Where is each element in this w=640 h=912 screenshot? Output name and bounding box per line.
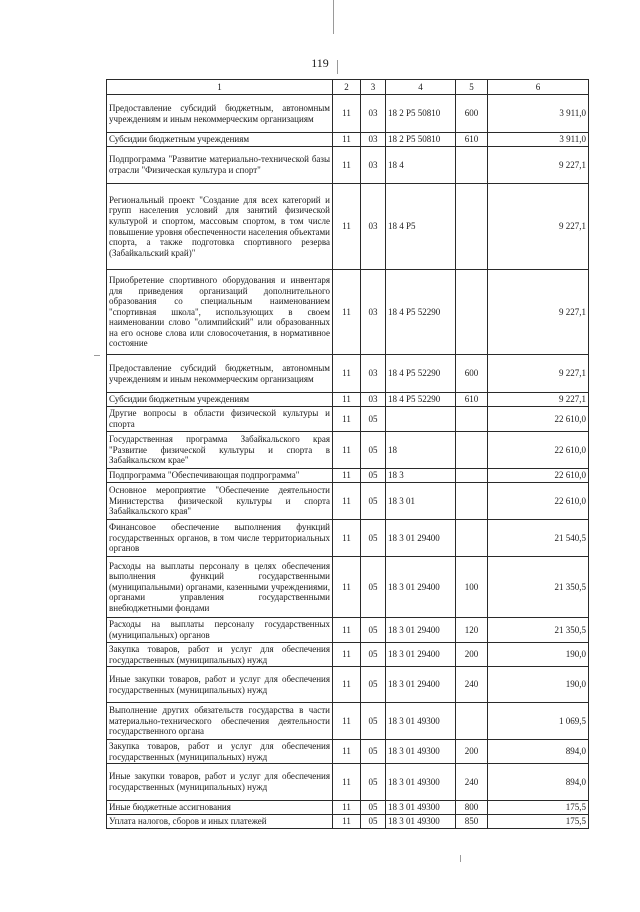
row-amount: 190,0 bbox=[488, 643, 589, 667]
row-subsection: 05 bbox=[361, 520, 386, 557]
row-amount: 175,5 bbox=[488, 815, 589, 829]
table-row bbox=[107, 270, 589, 355]
col-header-section: 2 bbox=[333, 80, 361, 95]
row-section: 11 bbox=[333, 740, 361, 764]
table-row bbox=[107, 483, 589, 520]
row-subsection: 05 bbox=[361, 643, 386, 667]
row-expense-type: 240 bbox=[456, 667, 488, 703]
row-subsection: 03 bbox=[361, 133, 386, 147]
table-body bbox=[107, 95, 589, 829]
row-subsection: 03 bbox=[361, 147, 386, 184]
row-expense-type: 120 bbox=[456, 618, 488, 643]
row-expense-type: 200 bbox=[456, 740, 488, 764]
row-name: Предоставление субсидий бюджетным, автономным учреждениям и иным некоммерческим организациям bbox=[107, 95, 333, 133]
row-target-code: 18 3 01 29400 bbox=[386, 520, 456, 557]
row-expense-type: 850 bbox=[456, 815, 488, 829]
row-expense-type: 610 bbox=[456, 393, 488, 407]
row-name: Другие вопросы в области физической культуры и спорта bbox=[107, 407, 333, 432]
row-name: Уплата налогов, сборов и иных платежей bbox=[107, 815, 333, 829]
row-subsection: 05 bbox=[361, 557, 386, 618]
row-target-code bbox=[386, 407, 456, 432]
row-target-code: 18 3 01 49300 bbox=[386, 801, 456, 815]
row-subsection: 05 bbox=[361, 703, 386, 740]
row-expense-type: 240 bbox=[456, 764, 488, 801]
row-amount: 9 227,1 bbox=[488, 393, 589, 407]
row-target-code: 18 3 01 49300 bbox=[386, 703, 456, 740]
row-amount: 190,0 bbox=[488, 667, 589, 703]
row-expense-type bbox=[456, 483, 488, 520]
row-amount: 22 610,0 bbox=[488, 483, 589, 520]
table-row bbox=[107, 432, 589, 469]
row-section: 11 bbox=[333, 95, 361, 133]
row-section: 11 bbox=[333, 643, 361, 667]
row-subsection: 03 bbox=[361, 184, 386, 270]
table-row bbox=[107, 557, 589, 618]
row-section: 11 bbox=[333, 764, 361, 801]
row-subsection: 05 bbox=[361, 740, 386, 764]
row-subsection: 03 bbox=[361, 270, 386, 355]
row-expense-type: 600 bbox=[456, 95, 488, 133]
row-target-code: 18 2 Р5 50810 bbox=[386, 133, 456, 147]
row-amount: 9 227,1 bbox=[488, 184, 589, 270]
row-subsection: 05 bbox=[361, 432, 386, 469]
row-section: 11 bbox=[333, 557, 361, 618]
row-subsection: 05 bbox=[361, 801, 386, 815]
row-section: 11 bbox=[333, 520, 361, 557]
row-amount: 21 540,5 bbox=[488, 520, 589, 557]
row-subsection: 05 bbox=[361, 483, 386, 520]
row-section: 11 bbox=[333, 184, 361, 270]
row-amount: 175,5 bbox=[488, 801, 589, 815]
table-row bbox=[107, 469, 589, 483]
row-section: 11 bbox=[333, 667, 361, 703]
row-expense-type bbox=[456, 184, 488, 270]
scan-mark bbox=[333, 0, 334, 34]
row-section: 11 bbox=[333, 355, 361, 393]
table-header-row bbox=[107, 80, 589, 95]
col-header-amount: 6 bbox=[488, 80, 589, 95]
row-expense-type bbox=[456, 407, 488, 432]
row-section: 11 bbox=[333, 469, 361, 483]
col-header-subsection: 3 bbox=[361, 80, 386, 95]
row-amount: 1 069,5 bbox=[488, 703, 589, 740]
table-row bbox=[107, 355, 589, 393]
row-amount: 3 911,0 bbox=[488, 133, 589, 147]
row-amount: 3 911,0 bbox=[488, 95, 589, 133]
row-section: 11 bbox=[333, 393, 361, 407]
row-section: 11 bbox=[333, 483, 361, 520]
table-row bbox=[107, 764, 589, 801]
row-section: 11 bbox=[333, 703, 361, 740]
table-row bbox=[107, 801, 589, 815]
row-target-code: 18 bbox=[386, 432, 456, 469]
row-subsection: 03 bbox=[361, 95, 386, 133]
table-row bbox=[107, 815, 589, 829]
row-expense-type: 100 bbox=[456, 557, 488, 618]
table-row bbox=[107, 184, 589, 270]
table-row bbox=[107, 407, 589, 432]
row-name: Государственная программа Забайкальского края "Развитие физической культуры и спорта в Забайкальском крае" bbox=[107, 432, 333, 469]
table-row bbox=[107, 393, 589, 407]
scan-mark bbox=[94, 355, 100, 356]
table-row bbox=[107, 95, 589, 133]
row-name: Подпрограмма "Развитие материально-технической базы отрасли "Физическая культура и спорт" bbox=[107, 147, 333, 184]
table-row bbox=[107, 147, 589, 184]
row-target-code: 18 2 Р5 50810 bbox=[386, 95, 456, 133]
budget-table bbox=[106, 79, 589, 829]
row-name: Выполнение других обязательств государства в части материально-технического обеспечения деятельности государственного органа bbox=[107, 703, 333, 740]
row-name: Иные бюджетные ассигнования bbox=[107, 801, 333, 815]
row-target-code: 18 4 Р5 52290 bbox=[386, 270, 456, 355]
row-section: 11 bbox=[333, 133, 361, 147]
row-section: 11 bbox=[333, 147, 361, 184]
row-section: 11 bbox=[333, 618, 361, 643]
row-amount: 894,0 bbox=[488, 764, 589, 801]
row-target-code: 18 4 Р5 52290 bbox=[386, 393, 456, 407]
row-name: Основное мероприятие "Обеспечение деятельности Министерства физической культуры и спорта Забайкальского края" bbox=[107, 483, 333, 520]
row-target-code: 18 4 Р5 bbox=[386, 184, 456, 270]
table-row bbox=[107, 643, 589, 667]
row-expense-type bbox=[456, 520, 488, 557]
row-section: 11 bbox=[333, 432, 361, 469]
col-header-expense-type: 5 bbox=[456, 80, 488, 95]
table-row bbox=[107, 520, 589, 557]
row-expense-type bbox=[456, 270, 488, 355]
row-target-code: 18 4 Р5 52290 bbox=[386, 355, 456, 393]
row-target-code: 18 3 01 49300 bbox=[386, 740, 456, 764]
row-section: 11 bbox=[333, 270, 361, 355]
row-name: Расходы на выплаты персоналу в целях обеспечения выполнения функций государственными (муниципальными) органами, казенными учреждениями, органами управления государственными внебюджетными фондами bbox=[107, 557, 333, 618]
row-target-code: 18 3 bbox=[386, 469, 456, 483]
row-name: Закупка товаров, работ и услуг для обеспечения государственных (муниципальных) нужд bbox=[107, 643, 333, 667]
row-name: Иные закупки товаров, работ и услуг для обеспечения государственных (муниципальных) нужд bbox=[107, 667, 333, 703]
row-name: Приобретение спортивного оборудования и инвентаря для приведения организаций дополнительного образования со специальным наименованием "спортивная школа", использующих в своем наименовании слово "олимпийский" или образованных на его основе слова или словосочетания, в нормативное состояние bbox=[107, 270, 333, 355]
table-row bbox=[107, 740, 589, 764]
row-expense-type: 200 bbox=[456, 643, 488, 667]
row-expense-type bbox=[456, 147, 488, 184]
row-name: Расходы на выплаты персоналу государственных (муниципальных) органов bbox=[107, 618, 333, 643]
row-section: 11 bbox=[333, 407, 361, 432]
row-expense-type: 800 bbox=[456, 801, 488, 815]
table-row bbox=[107, 618, 589, 643]
page-number: 119 bbox=[311, 56, 329, 70]
row-target-code: 18 3 01 49300 bbox=[386, 815, 456, 829]
row-name: Субсидии бюджетным учреждениям bbox=[107, 393, 333, 407]
row-subsection: 05 bbox=[361, 407, 386, 432]
row-expense-type bbox=[456, 703, 488, 740]
row-name: Региональный проект "Создание для всех категорий и групп населения условий для занятий физической культурой и спортом, массовым спортом, в том числе повышение уровня обеспеченности населения объектами спорта, а также подготовка спортивного резерва (Забайкальский край)" bbox=[107, 184, 333, 270]
row-amount: 9 227,1 bbox=[488, 355, 589, 393]
row-expense-type: 610 bbox=[456, 133, 488, 147]
row-target-code: 18 3 01 49300 bbox=[386, 764, 456, 801]
table-row bbox=[107, 667, 589, 703]
row-amount: 22 610,0 bbox=[488, 432, 589, 469]
table-row bbox=[107, 703, 589, 740]
row-amount: 9 227,1 bbox=[488, 270, 589, 355]
row-target-code: 18 3 01 29400 bbox=[386, 618, 456, 643]
row-name: Подпрограмма "Обеспечивающая подпрограмма" bbox=[107, 469, 333, 483]
row-amount: 22 610,0 bbox=[488, 469, 589, 483]
col-header-name: 1 bbox=[107, 80, 333, 95]
row-expense-type bbox=[456, 432, 488, 469]
row-subsection: 03 bbox=[361, 393, 386, 407]
row-amount: 21 350,5 bbox=[488, 618, 589, 643]
row-amount: 894,0 bbox=[488, 740, 589, 764]
row-name: Предоставление субсидий бюджетным, автономным учреждениям и иным некоммерческим организациям bbox=[107, 355, 333, 393]
row-name: Финансовое обеспечение выполнения функций государственных органов, в том числе территориальных органов bbox=[107, 520, 333, 557]
row-subsection: 05 bbox=[361, 618, 386, 643]
scan-mark bbox=[460, 855, 461, 862]
col-header-target-code: 4 bbox=[386, 80, 456, 95]
row-subsection: 05 bbox=[361, 764, 386, 801]
row-expense-type: 600 bbox=[456, 355, 488, 393]
row-expense-type bbox=[456, 469, 488, 483]
row-target-code: 18 3 01 29400 bbox=[386, 643, 456, 667]
row-target-code: 18 3 01 29400 bbox=[386, 667, 456, 703]
row-subsection: 05 bbox=[361, 815, 386, 829]
row-amount: 22 610,0 bbox=[488, 407, 589, 432]
row-target-code: 18 3 01 29400 bbox=[386, 557, 456, 618]
row-section: 11 bbox=[333, 815, 361, 829]
table-row bbox=[107, 133, 589, 147]
row-subsection: 05 bbox=[361, 469, 386, 483]
row-name: Иные закупки товаров, работ и услуг для обеспечения государственных (муниципальных) нужд bbox=[107, 764, 333, 801]
row-target-code: 18 3 01 bbox=[386, 483, 456, 520]
row-amount: 9 227,1 bbox=[488, 147, 589, 184]
row-subsection: 03 bbox=[361, 355, 386, 393]
row-section: 11 bbox=[333, 801, 361, 815]
row-subsection: 05 bbox=[361, 667, 386, 703]
row-name: Закупка товаров, работ и услуг для обеспечения государственных (муниципальных) нужд bbox=[107, 740, 333, 764]
row-amount: 21 350,5 bbox=[488, 557, 589, 618]
row-name: Субсидии бюджетным учреждениям bbox=[107, 133, 333, 147]
row-target-code: 18 4 bbox=[386, 147, 456, 184]
